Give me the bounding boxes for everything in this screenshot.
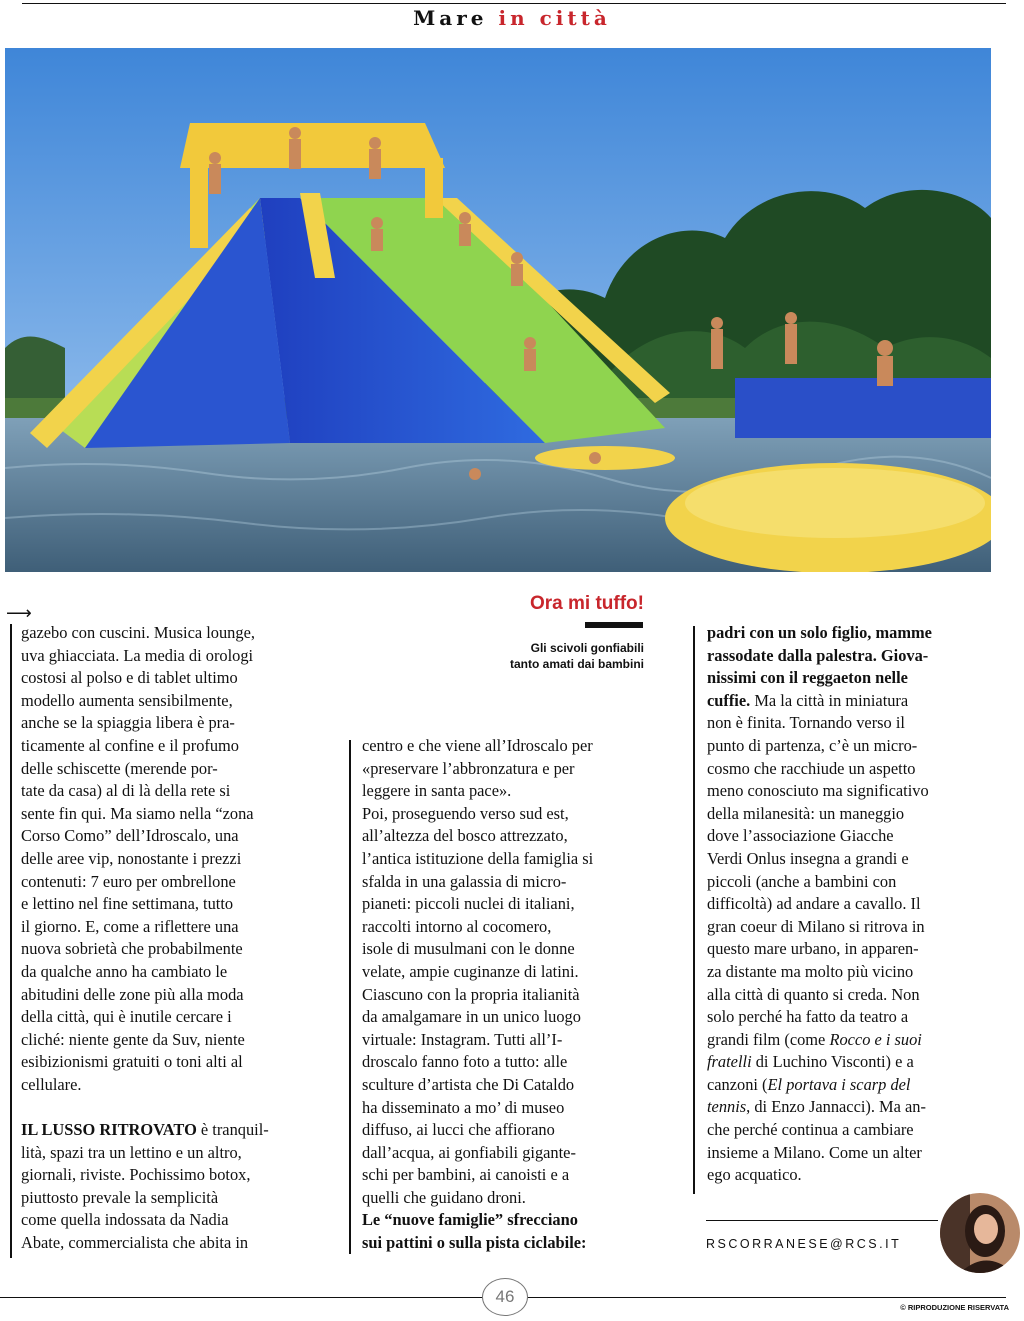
text-line: questo mare urbano, in apparen- [707, 939, 919, 959]
continue-arrow-icon: ⟶ [6, 603, 32, 624]
text-line: ego acquatico. [707, 1165, 802, 1185]
text-line: dove l’associazione Giacche [707, 826, 894, 846]
text-line: Ciascuno con la propria italianità [362, 984, 580, 1004]
text-line: anche se la spiaggia libera è pra- [21, 713, 235, 733]
text-line: insieme a Milano. Come un alter [707, 1142, 922, 1162]
copyright-notice: © RIPRODUZIONE RISERVATA [900, 1303, 1009, 1312]
text-line: IL LUSSO RITROVATO è tranquil- [21, 1120, 269, 1140]
text-line: non è finita. Tornando verso il [707, 713, 905, 733]
text-line: esibizionismi gratuiti o toni alti al [21, 1052, 243, 1072]
text-line: da amalgamare in un unico luogo [362, 1007, 581, 1027]
text-line: ha disseminato a mo’ di museo [362, 1097, 565, 1117]
text-line: nuova sobrietà che probabilmente [21, 939, 243, 959]
text-line: Corso Como” dell’Idroscalo, una [21, 826, 239, 846]
text-line: costosi al polso e di tablet ultimo [21, 668, 238, 688]
text-line: padri con un solo figlio, mamme [707, 623, 932, 642]
text-line: sculture d’artista che Di Cataldo [362, 1074, 575, 1094]
text-line: da qualche anno ha cambiato le [21, 961, 228, 981]
text-line: velate, ampie cuginanze di latini. [362, 961, 579, 981]
text-line: quelli che guidano droni. [362, 1187, 526, 1207]
text-line: delle aree vip, nonostante i prezzi [21, 848, 242, 868]
text-line: cuffie. Ma la città in miniatura [707, 690, 909, 710]
text-line: cliché: niente gente da Suv, niente [21, 1029, 245, 1049]
section-title [0, 6, 1024, 30]
text-line: abitudini delle zone più alla moda [21, 984, 244, 1004]
text-line: dall’acqua, ai gonfiabili gigante- [362, 1142, 576, 1162]
column-3-rule [693, 626, 695, 1194]
text-line: rassodate dalla palestra. Giova- [707, 645, 929, 665]
inflatable-park-photo [5, 48, 991, 572]
text-line: grandi film (come Rocco e i suoi [707, 1029, 922, 1049]
text-line: tennis, di Enzo Jannacci). Ma an- [707, 1097, 926, 1117]
text-line: sui pattini o sulla pista ciclabile: [362, 1233, 587, 1253]
text-line: il giorno. E, come a riflettere una [21, 916, 239, 936]
text-line: modello aumenta sensibilmente, [21, 690, 233, 710]
section-title-plain: Mare [413, 6, 488, 30]
caption-divider [585, 622, 643, 628]
text-line: isole di musulmani con le donne [362, 939, 575, 959]
text-line: tate da casa) al di là della rete si [21, 781, 231, 801]
text-line: diffuso, ai lucci che affiorano [362, 1120, 555, 1140]
text-line: contenuti: 7 euro per ombrellone [21, 871, 236, 891]
text-line: canzoni (El portava i scarp del [707, 1074, 911, 1094]
text-line: della milanesità: un maneggio [707, 803, 905, 823]
text-line: cosmo che racchiude un aspetto [707, 758, 916, 778]
text-line: Abate, commercialista che abita in [21, 1233, 249, 1253]
text-line: cellulare. [21, 1074, 82, 1094]
text-line: della città, qui è inutile cercare i [21, 1007, 232, 1027]
text-line: che perché continua a cambiare [707, 1120, 914, 1140]
article-column-3 [707, 622, 1007, 1187]
caption-line-2: tanto amati dai bambini [509, 657, 644, 671]
text-line: ticamente al confine e il profumo [21, 735, 240, 755]
section-title-accent: in città [498, 6, 611, 30]
photo-caption-text [444, 640, 644, 672]
author-avatar [940, 1193, 1020, 1273]
author-email[interactable]: RSCORRANESE@RCS.IT [706, 1237, 902, 1251]
text-line: nissimi con il reggaeton nelle [707, 668, 908, 688]
text-line: virtuale: Instagram. Tutti all’I- [362, 1029, 563, 1049]
text-line: raccolti intorno al cocomero, [362, 916, 552, 936]
text-line: come quella indossata da Nadia [21, 1210, 229, 1230]
text-line: schi per bambini, ai canoisti e a [362, 1165, 570, 1185]
column-1-rule [10, 624, 12, 1258]
text-line: «preservare l’abbronzatura e per [362, 758, 575, 778]
text-line: pianeti: piccoli nuclei di italiani, [362, 894, 575, 914]
text-line: Poi, proseguendo verso sud est, [362, 803, 569, 823]
caption-line-1: Gli scivoli gonfiabili [530, 641, 644, 655]
text-line: leggere in santa pace». [362, 781, 512, 801]
article-column-2 [362, 735, 662, 1255]
article-column-1 [21, 622, 311, 1255]
text-line: all’altezza del bosco attrezzato, [362, 826, 568, 846]
text-line: delle schiscette (merende por- [21, 758, 218, 778]
text-line: za distante ma molto più vicino [707, 961, 914, 981]
photo-caption-title: Ora mi tuffo! [530, 593, 644, 614]
text-line: difficoltà) ad andare a cavallo. Il [707, 894, 921, 914]
page-number: 46 [482, 1278, 528, 1316]
text-line: gazebo con cuscini. Musica lounge, [21, 623, 255, 642]
text-line: centro e che viene all’Idroscalo per [362, 736, 593, 755]
text-line: alla città di quanto si creda. Non [707, 984, 920, 1004]
header-rule [22, 3, 1006, 4]
text-line: Le “nuove famiglie” sfrecciano [362, 1210, 578, 1230]
text-line: piccoli (anche a bambini con [707, 871, 897, 891]
text-line: l’antica istituzione della famiglia si [362, 848, 594, 868]
text-line: sente fin qui. Ma siamo nella “zona [21, 803, 254, 823]
text-line: sfalda in una galassia di micro- [362, 871, 567, 891]
text-line: giornali, riviste. Pochissimo botox, [21, 1165, 251, 1185]
text-line: piuttosto prevale la semplicità [21, 1187, 219, 1207]
text-line: e lettino nel fine settimana, tutto [21, 894, 234, 914]
text-line: fratelli di Luchino Visconti) e a [707, 1052, 914, 1072]
text-line: gran coeur di Milano si ritrova in [707, 916, 925, 936]
text-line: solo perché ha fatto da teatro a [707, 1007, 909, 1027]
text-line: lità, spazi tra un lettino e un altro, [21, 1142, 242, 1162]
text-line: Verdi Onlus insegna a grandi e [707, 848, 909, 868]
text-line: meno conosciuto ma significativo [707, 781, 929, 801]
text-line: uva ghiacciata. La media di orologi [21, 645, 254, 665]
text-line: punto di partenza, c’è un micro- [707, 735, 918, 755]
author-rule [706, 1220, 938, 1221]
column-2-rule [349, 740, 351, 1254]
text-line: droscalo fanno foto a tutto: alle [362, 1052, 568, 1072]
